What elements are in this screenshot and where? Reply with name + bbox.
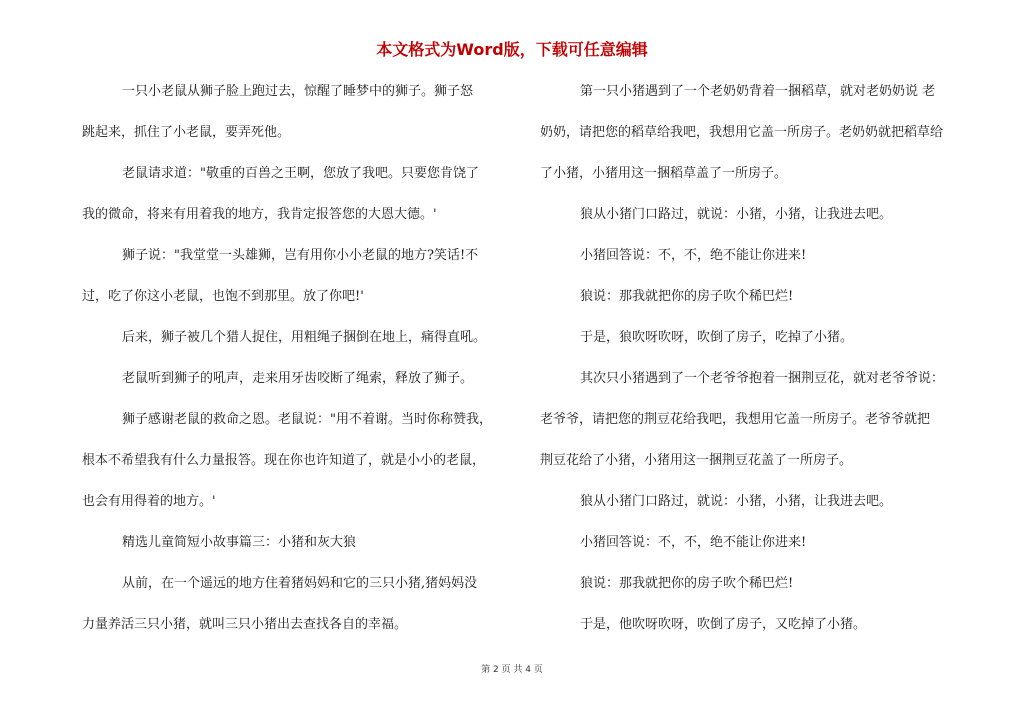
paragraph-line: 其次只小猪遇到了一个老爷爷抱着一捆荆豆花，就对老爷爷说： [580, 371, 945, 386]
right-column [540, 82, 965, 656]
paragraph-line: 一只小老鼠从狮子脸上跑过去，惊醒了睡梦中的狮子。狮子怒 [122, 84, 474, 99]
paragraph-line: 狼说：那我就把你的房子吹个稀巴烂! [580, 576, 794, 591]
paragraph-line: 小猪回答说：不，不，绝不能让你进来! [580, 248, 807, 263]
paragraph-line: 跳起来，抓住了小老鼠，要弄死他。 [82, 125, 291, 140]
paragraph-line: 奶奶，请把您的稻草给我吧，我想用它盖一所房子。老奶奶就把稻草给 [540, 125, 944, 140]
paragraph-line: 狼从小猪门口路过，就说：小猪，小猪，让我进去吧。 [580, 207, 893, 222]
paragraph-line: 老鼠请求道："敬重的百兽之王啊，您放了我吧。只要您肯饶了 [122, 166, 479, 181]
page-number: 第 2 页 共 4 页 [481, 665, 543, 675]
paragraph-line: 老鼠听到狮子的吼声，走来用牙齿咬断了绳索，释放了狮子。 [122, 371, 474, 386]
paragraph-line: 狮子说："我堂堂一头雄狮，岂有用你小小老鼠的地方?笑话!不 [122, 248, 479, 263]
paragraph-line: 也会有用得着的地方。' [82, 494, 216, 509]
paragraph-line: 过，吃了你这小老鼠，也饱不到那里。放了你吧!' [82, 289, 364, 304]
paragraph-line: 于是，狼吹呀吹呀，吹倒了房子，吃掉了小猪。 [580, 330, 854, 345]
paragraph-line: 老爷爷，请把您的荆豆花给我吧，我想用它盖一所房子。老爷爷就把 [540, 412, 931, 427]
document-header: 本文格式为Word版，下载可任意编辑 [376, 40, 648, 59]
paragraph-line: 后来，狮子被几个猎人捉住，用粗绳子捆倒在地上，痛得直吼。 [122, 330, 487, 345]
paragraph-line: 了小猪，小猪用这一捆稻草盖了一所房子。 [540, 166, 788, 181]
paragraph-line: 狼从小猪门口路过，就说：小猪，小猪，让我进去吧。 [580, 494, 893, 509]
paragraph-line: 从前，在一个遥远的地方住着猪妈妈和它的三只小猪,猪妈妈没 [122, 576, 478, 591]
paragraph-line: 荆豆花给了小猪，小猪用这一捆荆豆花盖了一所房子。 [540, 453, 853, 468]
paragraph-line: 根本不希望我有什么力量报答。现在你也许知道了，就是小小的老鼠， [82, 453, 486, 468]
paragraph-line: 狮子感谢老鼠的救命之恩。老鼠说："用不着谢。当时你称赞我， [122, 412, 492, 427]
paragraph-line: 第一只小猪遇到了一个老奶奶背着一捆稻草，就对老奶奶说 老 [580, 84, 936, 99]
paragraph-line: 狼说：那我就把你的房子吹个稀巴烂! [580, 289, 794, 304]
paragraph-line: 我的微命，将来有用着我的地方，我肯定报答您的大恩大德。' [82, 207, 437, 222]
paragraph-line: 于是，他吹呀吹呀，吹倒了房子，又吃掉了小猪。 [580, 617, 867, 632]
left-column [82, 82, 512, 656]
paragraph-line: 力量养活三只小猪，就叫三只小猪出去查找各自的幸福。 [82, 617, 408, 632]
paragraph-line: 小猪回答说：不，不，绝不能让你进来! [580, 535, 807, 550]
section-heading: 精选儿童简短小故事篇三：小猪和灰大狼 [122, 535, 357, 550]
